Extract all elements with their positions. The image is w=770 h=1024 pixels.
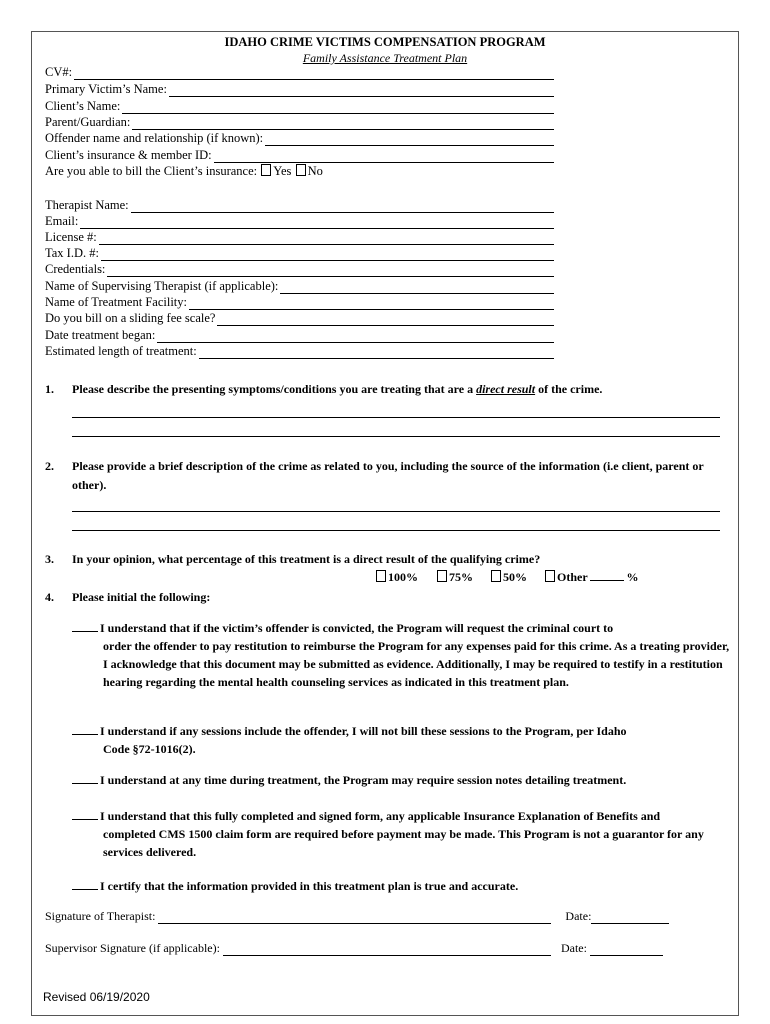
ack-offender-sessions: I understand if any sessions include the offender, I will not bill these sessions to the Program, per Idaho Code §72-1016(2). xyxy=(72,722,732,758)
q4-text: Please initial the following: xyxy=(72,590,211,604)
checkbox-75[interactable] xyxy=(437,570,447,582)
ack-restitution-initial[interactable] xyxy=(72,621,98,632)
no-label: No xyxy=(307,164,323,178)
option-other[interactable]: Other % xyxy=(544,570,638,585)
supervisor-signature-label: Supervisor Signature (if applicable): xyxy=(45,941,220,955)
cv-number-field[interactable]: CV#: xyxy=(45,64,554,80)
form-title: IDAHO CRIME VICTIMS COMPENSATION PROGRAM xyxy=(224,35,546,49)
bill-insurance-label: Are you able to bill the Client’s insurance: xyxy=(45,164,258,178)
q1-answer-line-2[interactable] xyxy=(72,436,720,437)
supervisor-date-label: Date: xyxy=(560,941,587,955)
therapist-name-field[interactable]: Therapist Name: xyxy=(45,197,554,213)
q1-number: 1. xyxy=(45,382,54,396)
credentials-field[interactable]: Credentials: xyxy=(45,261,554,277)
therapist-signature-line[interactable] xyxy=(158,912,551,924)
treatment-facility-field[interactable]: Name of Treatment Facility: xyxy=(45,294,554,310)
length-of-treatment-field[interactable]: Estimated length of treatment: xyxy=(45,343,554,359)
supervising-therapist-field[interactable]: Name of Supervising Therapist (if applicable): xyxy=(45,278,554,294)
q1-answer-line-1[interactable] xyxy=(72,417,720,418)
q1-emphasis: direct result xyxy=(476,382,536,396)
q3-number: 3. xyxy=(45,552,54,566)
q4-number: 4. xyxy=(45,590,54,604)
offender-relationship-field[interactable]: Offender name and relationship (if known): xyxy=(45,130,554,146)
parent-guardian-field[interactable]: Parent/Guardian: xyxy=(45,114,554,130)
ack-notes-initial[interactable] xyxy=(72,773,98,784)
sliding-fee-field[interactable]: Do you bill on a sliding fee scale? xyxy=(45,310,554,326)
bill-insurance-question xyxy=(45,164,323,179)
option-75[interactable]: 75% xyxy=(436,570,473,585)
form-subtitle-text: Family Assistance Treatment Plan xyxy=(302,51,468,65)
q2-number: 2. xyxy=(45,459,54,473)
checkbox-100[interactable] xyxy=(376,570,386,582)
supervisor-date-line[interactable] xyxy=(590,944,663,956)
therapist-date-line[interactable] xyxy=(591,912,669,924)
therapist-signature-label: Signature of Therapist: xyxy=(45,909,156,923)
supervisor-signature-line[interactable] xyxy=(223,944,551,956)
q1-text: Please describe the presenting symptoms/conditions you are treating that are a direct result of the crime. xyxy=(72,382,603,396)
ack-restitution: I understand that if the victim’s offender is convicted, the Program will request the criminal court to order the offender to pay restitution to reimburse the Program for any expenses paid for this crime. As a treating provider, I acknowledge that this document may be submitted as evidence. Additionally, I may be required to testify in a restitution hearing regarding the mental health counseling services as indicated in this treatment plan. xyxy=(72,619,732,691)
option-50[interactable]: 50% xyxy=(490,570,527,585)
other-percent-blank[interactable] xyxy=(590,570,624,581)
checkbox-other[interactable] xyxy=(545,570,555,582)
q3-text: In your opinion, what percentage of this treatment is a direct result of the qualifying crime? xyxy=(72,552,541,566)
q2-answer-line-2[interactable] xyxy=(72,530,720,531)
yes-label: Yes xyxy=(273,164,292,178)
supervisor-signature-row xyxy=(45,941,663,956)
license-field[interactable]: License #: xyxy=(45,229,554,245)
checkbox-50[interactable] xyxy=(491,570,501,582)
date-treatment-began-field[interactable]: Date treatment began: xyxy=(45,327,554,343)
tax-id-field[interactable]: Tax I.D. #: xyxy=(45,245,554,261)
revision-date: Revised 06/19/2020 xyxy=(43,990,150,1004)
therapist-signature-row xyxy=(45,909,669,924)
email-field[interactable]: Email: xyxy=(45,213,554,229)
ack-certify: I certify that the information provided in this treatment plan is true and accurate. xyxy=(72,877,732,895)
ack-certify-initial[interactable] xyxy=(72,879,98,890)
ack-offender-initial[interactable] xyxy=(72,724,98,735)
ack-claim-form: I understand that this fully completed and signed form, any applicable Insurance Explanation of Benefits and completed CMS 1500 claim form are required before payment may be made. This Program is not a guarantor for any services delivered. xyxy=(72,807,732,861)
q2-answer-line-1[interactable] xyxy=(72,511,720,512)
client-insurance-field[interactable]: Client’s insurance & member ID: xyxy=(45,147,554,163)
yes-checkbox[interactable] xyxy=(261,164,271,176)
therapist-date-label: Date: xyxy=(565,909,592,923)
option-100[interactable]: 100% xyxy=(375,570,418,585)
primary-victim-name-field[interactable]: Primary Victim’s Name: xyxy=(45,81,554,97)
no-checkbox[interactable] xyxy=(296,164,306,176)
client-name-field[interactable]: Client’s Name: xyxy=(45,98,554,114)
q2-text: Please provide a brief description of the crime as related to you, including the source of the information (i.e client, parent or other). xyxy=(72,459,704,492)
ack-claim-initial[interactable] xyxy=(72,809,98,820)
ack-session-notes: I understand at any time during treatment, the Program may require session notes detailing treatment. xyxy=(72,771,732,789)
